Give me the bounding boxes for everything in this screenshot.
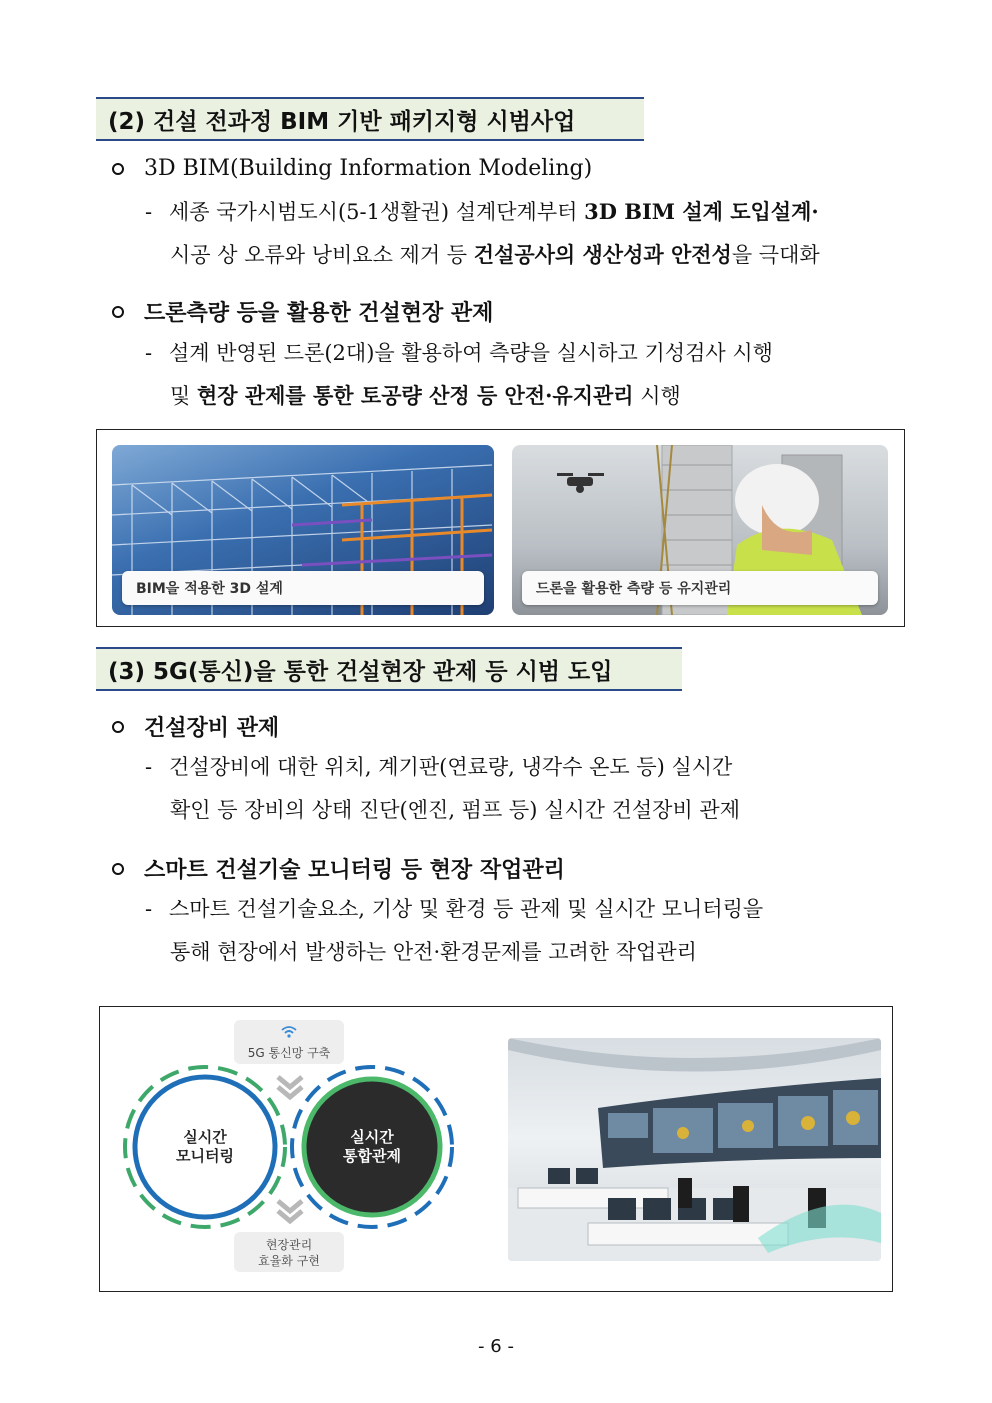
label-line: 모니터링 — [176, 1147, 234, 1165]
bullet-3d-bim — [112, 156, 592, 181]
sub-item-line — [145, 889, 763, 929]
sub-item-continuation — [170, 235, 820, 275]
label-line: 효율화 구현 — [258, 1254, 320, 1268]
section-2-heading — [96, 97, 644, 141]
text: 을 극대화 — [731, 243, 820, 267]
chip-label: 5G 통신망 구축 — [247, 1046, 331, 1060]
sub-item-line — [145, 747, 732, 787]
chevron-down-icon — [278, 1077, 302, 1221]
text: 시행 — [633, 384, 681, 408]
circle-bullet-icon — [112, 306, 124, 318]
label-line: 실시간 — [350, 1128, 394, 1146]
left-circle-label — [155, 1128, 255, 1166]
text: 통해 현장에서 발생하는 안전·환경문제를 고려한 작업관리 — [170, 940, 697, 964]
bullet-title: 스마트 건설기술 모니터링 등 현장 작업관리 — [144, 857, 565, 883]
dash: - — [145, 755, 153, 779]
dash: - — [145, 897, 153, 921]
text: 및 — [170, 384, 197, 408]
label-line: 통합관제 — [343, 1147, 401, 1165]
bullet-drone-survey — [112, 296, 493, 327]
sub-item-continuation — [170, 376, 681, 416]
bullet-smart-monitoring — [112, 853, 565, 884]
label-line: 실시간 — [183, 1128, 227, 1146]
circle-bullet-icon — [112, 721, 124, 733]
image-caption: 드론을 활용한 측량 등 유지관리 — [522, 571, 878, 605]
wifi-icon — [282, 1027, 296, 1038]
drone-survey-image — [512, 445, 888, 615]
bullet-title: 3D BIM(Building Information Modeling) — [144, 156, 593, 181]
page-number: - 6 - — [478, 1336, 514, 1357]
bold-text: 현장 관제를 통한 토공량 산정 등 안전·유지관리 — [196, 383, 634, 408]
sub-item-line — [145, 333, 773, 373]
bullet-title: 드론측량 등을 활용한 건설현장 관제 — [144, 300, 494, 326]
image-frame-bim-drone — [96, 429, 905, 627]
text: 시공 상 오류와 낭비요소 제거 등 — [170, 243, 474, 267]
section-3-title: (3) 5G(통신)을 통한 건설현장 관제 등 시범 도입 — [108, 658, 613, 685]
text: 설계 반영된 드론(2대)을 활용하여 측량을 실시하고 기성검사 시행 — [169, 341, 773, 365]
dash: - — [145, 341, 153, 365]
bold-text: 3D BIM 설계 도입설계· — [584, 199, 819, 224]
circle-bullet-icon — [112, 163, 124, 175]
control-room-illustration — [508, 1038, 881, 1261]
efficiency-chip — [234, 1232, 344, 1272]
sub-item-continuation — [170, 790, 740, 830]
text: 스마트 건설기술요소, 기상 및 환경 등 관제 및 실시간 모니터링을 — [169, 897, 764, 921]
dash: - — [145, 200, 153, 224]
text: 건설장비에 대한 위치, 계기판(연료량, 냉각수 온도 등) 실시간 — [169, 755, 733, 779]
bullet-title: 건설장비 관제 — [144, 715, 280, 741]
label-line: 현장관리 — [265, 1238, 313, 1252]
text: 세종 국가시범도시(5-1생활권) 설계단계부터 — [169, 200, 585, 224]
image-caption: BIM을 적용한 3D 설계 — [122, 571, 484, 605]
text: 확인 등 장비의 상태 진단(엔진, 펌프 등) 실시간 건설장비 관제 — [170, 798, 741, 822]
image-frame-5g — [99, 1006, 893, 1292]
bold-text: 건설공사의 생산성과 안전성 — [473, 242, 732, 267]
bim-3d-design-image — [112, 445, 494, 615]
right-circle-label — [322, 1128, 422, 1166]
sub-item-line — [145, 192, 819, 232]
bullet-equipment-control — [112, 711, 279, 742]
section-3-heading — [96, 647, 682, 691]
section-2-title: (2) 건설 전과정 BIM 기반 패키지형 시범사업 — [108, 108, 576, 135]
circle-bullet-icon — [112, 863, 124, 875]
sub-item-continuation — [170, 932, 697, 972]
control-room-image — [508, 1038, 881, 1261]
